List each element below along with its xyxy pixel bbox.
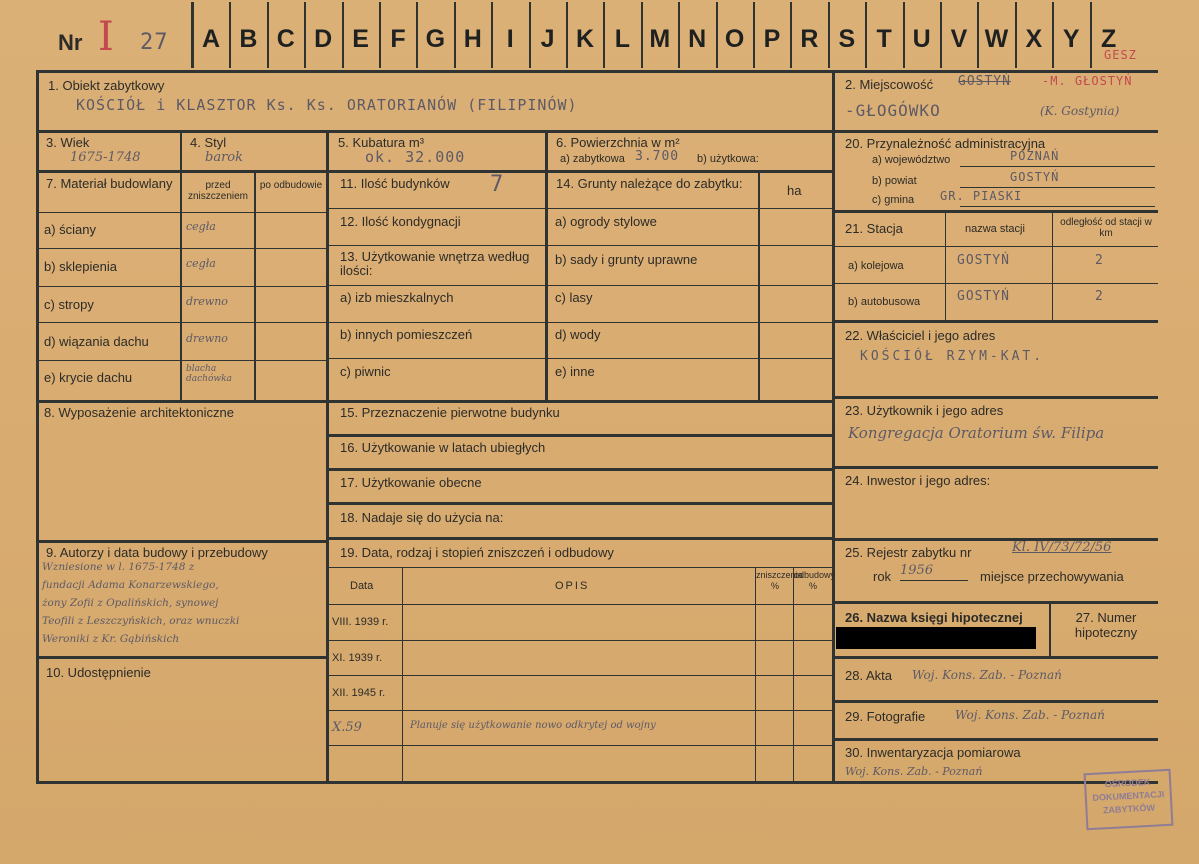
rule-17 <box>326 502 832 505</box>
letter-h: H <box>454 2 490 68</box>
f7-col-after: po odbudowie <box>259 180 323 191</box>
stamp-line3: ZABYTKÓW <box>1102 802 1156 816</box>
rule-12 <box>326 245 545 246</box>
rule-r28 <box>832 700 1158 703</box>
f13-row: c) piwnic <box>340 364 391 379</box>
rule-r25 <box>832 601 1158 604</box>
nr-label: Nr <box>58 30 83 55</box>
f20-row-value: GR. PIASKI <box>940 189 1023 203</box>
f20-label: 20. Przynależność administracyjna <box>845 136 1046 151</box>
f1-value: KOŚCIÓŁ i KLASZTOR Ks. Ks. ORATORIANÓW (FILIPINÓW) <box>76 96 578 114</box>
f24-label: 24. Inwestor i jego adres: <box>845 473 991 488</box>
f19-row-date: XII. 1945 r. <box>332 687 386 699</box>
f3-f4-divider <box>180 130 182 170</box>
right-column-divider <box>832 70 835 784</box>
f10-label: 10. Udostępnienie <box>46 665 151 680</box>
f11-label: 11. Ilość budynków <box>340 176 450 191</box>
rule-15 <box>326 434 832 437</box>
rule-11 <box>326 208 832 209</box>
f9-line: Teofili z Leszczyńskich, oraz wnuczki <box>42 615 240 627</box>
f11-value: 7 <box>490 172 505 197</box>
f2-crossed: GOSTYŃ <box>958 74 1011 89</box>
f19-col-date: Data <box>350 580 374 592</box>
f14-row: e) inne <box>555 364 595 379</box>
f19-col-damage: zniszczenia % <box>756 570 803 591</box>
f29-value: Woj. Kons. Zab. - Poznań <box>955 708 1105 722</box>
f19-date-divider <box>402 567 403 784</box>
f12-label: 12. Ilość kondygnacji <box>340 214 461 229</box>
f19-damage-divider <box>755 567 756 784</box>
rule-13a <box>326 285 832 286</box>
f14-row: b) sady i grunty uprawne <box>555 252 698 267</box>
letter-d: D <box>304 2 340 68</box>
corner-note: GESZ <box>1104 48 1137 62</box>
rule-row8 <box>36 400 832 403</box>
letter-y: Y <box>1052 2 1088 68</box>
f15-label: 15. Przeznaczenie pierwotne budynku <box>340 405 560 420</box>
f17-label: 17. Użytkowanie obecne <box>340 475 482 490</box>
f7-row-label: d) wiązania dachu <box>44 334 149 349</box>
f6-b: b) użytkowa: <box>697 153 759 165</box>
letter-z: Z <box>1090 2 1126 68</box>
rule-7e <box>36 360 326 361</box>
f19-row-date: XI. 1939 r. <box>332 652 383 664</box>
letter-k: K <box>566 2 602 68</box>
f23-label: 23. Użytkownik i jego adres <box>845 403 1004 418</box>
f21-col-name: nazwa stacji <box>965 223 1025 235</box>
f6-a-value: 3.700 <box>635 149 680 164</box>
f25-rok-line <box>900 580 968 581</box>
f18-label: 18. Nadaje się do użycia na: <box>340 510 504 525</box>
f30-label: 30. Inwentaryzacja pomiarowa <box>845 745 1021 760</box>
f3-label: 3. Wiek <box>46 135 90 150</box>
rule-7c <box>36 286 326 287</box>
letter-p: P <box>753 2 789 68</box>
f2-label: 2. Miejscowość <box>845 77 934 92</box>
f21-row-dist: 2 <box>1095 289 1104 304</box>
nr-value: I <box>98 14 115 60</box>
rule-13b <box>326 322 832 323</box>
rule-r21h <box>832 246 1158 247</box>
f19-row-date: X.59 <box>332 720 362 735</box>
f19-rebuild-divider <box>793 567 794 784</box>
f16-label: 16. Użytkowanie w latach ubiegłych <box>340 440 546 455</box>
f6-a: a) zabytkowa <box>560 153 625 165</box>
rule-r21 <box>832 320 1158 323</box>
rule-r22 <box>832 396 1158 399</box>
f9-label: 9. Autorzy i data budowy i przebudowy <box>46 545 268 560</box>
rule-r20 <box>832 210 1158 213</box>
letter-g: G <box>416 2 452 68</box>
f25-label: 25. Rejestr zabytku nr <box>845 545 972 560</box>
archive-stamp <box>1084 769 1174 830</box>
letter-m: M <box>641 2 677 68</box>
f23-value: Kongregacja Oratorium św. Filipa <box>848 424 1105 442</box>
rule-r23 <box>832 466 1158 469</box>
f21-col-dist: odległość od stacji w km <box>1060 217 1152 239</box>
f5-label: 5. Kubatura m³ <box>338 135 424 150</box>
f25-rok-value: 1956 <box>900 563 934 578</box>
rule-7a <box>36 212 326 213</box>
f13-row: a) izb mieszkalnych <box>340 290 454 305</box>
f20-row-line <box>960 166 1155 167</box>
f19-col-rebuild: odbudowy % <box>794 570 836 591</box>
letter-s: S <box>828 2 864 68</box>
letter-i: I <box>491 2 527 68</box>
f8-label: 8. Wyposażenie architektoniczne <box>44 405 234 420</box>
f7-row-before: cegła <box>186 220 216 233</box>
rule-r2 <box>832 130 1158 133</box>
f19-row-date: VIII. 1939 r. <box>332 616 389 628</box>
letter-c: C <box>267 2 303 68</box>
f26-f27-divider <box>1049 601 1051 656</box>
f27-label: 27. Numer hipoteczny <box>1074 610 1138 640</box>
f20-row-line <box>960 206 1155 207</box>
f9-line: żony Zofii z Opalińskich, synowej <box>42 597 219 609</box>
f7-col-before: przed zniszczeniem <box>187 180 249 202</box>
f21-dist-divider <box>1052 210 1053 320</box>
f4-value: barok <box>205 150 243 165</box>
f29-label: 29. Fotografie <box>845 709 926 724</box>
f4-label: 4. Styl <box>190 135 227 150</box>
f21-row-name: GOSTYŃ <box>957 289 1010 304</box>
letter-u: U <box>903 2 939 68</box>
f14-row: a) ogrody stylowe <box>555 214 657 229</box>
f7-row-before: drewno <box>186 332 228 345</box>
letter-j: J <box>529 2 565 68</box>
f21-row-label: b) autobusowa <box>848 296 921 308</box>
left-column-divider <box>326 130 329 784</box>
f28-value: Woj. Kons. Zab. - Poznań <box>912 668 1062 682</box>
letter-w: W <box>977 2 1013 68</box>
f21-row-dist: 2 <box>1095 253 1104 268</box>
rule-18 <box>326 537 832 540</box>
f22-label: 22. Właściciel i jego adres <box>845 328 996 343</box>
f9-line: fundacji Adama Konarzewskiego, <box>42 579 219 591</box>
f6-label: 6. Powierzchnia w m² <box>556 135 680 150</box>
f19-row-desc: Planuje się użytkowanie nowo odkrytej od wojny <box>410 720 656 731</box>
f7-row-before: cegła <box>186 257 216 270</box>
f7-row-label: b) sklepienia <box>44 259 117 274</box>
f7-before-divider <box>180 170 182 400</box>
f30-value: Woj. Kons. Zab. - Poznań <box>845 765 983 778</box>
f2-red: -M. GŁOSTYŃ <box>1042 74 1133 88</box>
letter-f: F <box>379 2 415 68</box>
rule-7d <box>36 322 326 323</box>
f22-value: KOŚCIÓŁ RZYM-KAT. <box>860 349 1045 364</box>
f19-label: 19. Data, rodzaj i stopień zniszczeń i odbudowy <box>340 545 614 560</box>
f21-name-divider <box>945 210 946 320</box>
f20-row-label: c) gmina <box>872 194 915 206</box>
rule-9 <box>36 540 326 543</box>
f20-row-value: GOSTYŃ <box>1010 170 1060 184</box>
rule-row2 <box>36 170 832 173</box>
redaction-bar <box>836 627 1036 649</box>
f1-label: 1. Obiekt zabytkowy <box>48 78 165 93</box>
stamp-line2: DOKUMENTACJI <box>1092 789 1165 803</box>
letter-r: R <box>790 2 826 68</box>
f13-row: b) innych pomieszczeń <box>340 327 473 342</box>
letter-x: X <box>1015 2 1051 68</box>
letter-v: V <box>940 2 976 68</box>
rule-14a <box>545 245 832 246</box>
f2-note: (K. Gostynia) <box>1040 104 1120 118</box>
f14-row: c) lasy <box>555 290 593 305</box>
f7-row-label: c) stropy <box>44 297 94 312</box>
f25-place-label: miejsce przechowywania <box>980 569 1124 584</box>
f7-after-divider <box>254 170 256 400</box>
f7-label: 7. Materiał budowlany <box>46 176 173 191</box>
f7-row-label: e) krycie dachu <box>44 370 133 385</box>
f3-value: 1675-1748 <box>70 150 141 165</box>
f7-row-label: a) ściany <box>44 222 97 237</box>
f9-line: Weroniki z Kr. Gąbińskich <box>42 633 180 645</box>
letter-l: L <box>603 2 639 68</box>
f20-row-value: POZNAŃ <box>1010 149 1060 163</box>
f21-row-name: GOSTYŃ <box>957 253 1010 268</box>
rule-r27 <box>832 656 1158 659</box>
f5-value: ok. 32.000 <box>365 148 466 166</box>
f21-label: 21. Stacja <box>845 221 903 236</box>
rule-13c <box>326 358 832 359</box>
f20-row-label: b) powiat <box>872 175 917 187</box>
f25-rok-label: rok <box>873 569 892 584</box>
f21-row-label: a) kolejowa <box>848 260 904 272</box>
letter-e: E <box>342 2 378 68</box>
f7-row-before: drewno <box>186 295 228 308</box>
letter-t: T <box>865 2 901 68</box>
f14-row: d) wody <box>555 327 601 342</box>
f14-unit: ha <box>787 183 802 198</box>
letter-o: O <box>716 2 752 68</box>
f2-value: -GŁOGÓWKO <box>845 101 941 120</box>
letter-b: B <box>229 2 265 68</box>
rule-10 <box>36 656 326 659</box>
f7-row-before: blacha dachówka <box>186 364 232 384</box>
f20-row-label: a) województwo <box>872 154 951 166</box>
f14-label: 14. Grunty należące do zabytku: <box>556 176 743 191</box>
f20-row-line <box>960 187 1155 188</box>
rule-r21a <box>832 283 1158 284</box>
f25-value: Kl. IV/73/72/56 <box>1012 540 1112 555</box>
rule-r29 <box>832 738 1158 741</box>
f26-label: 26. Nazwa księgi hipotecznej <box>845 610 1023 625</box>
stamp-line1: OŚRODEK <box>1104 776 1151 790</box>
rule-7b <box>36 248 326 249</box>
letter-n: N <box>678 2 714 68</box>
letter-a: A <box>192 2 228 68</box>
f28-label: 28. Akta <box>845 668 892 683</box>
nr-number: 27 <box>140 30 169 55</box>
f13-label: 13. Użytkowanie wnętrza według ilości: <box>340 249 530 278</box>
f19-col-desc: OPIS <box>555 580 590 592</box>
rule-16 <box>326 468 832 471</box>
rule-row1 <box>36 130 832 133</box>
f9-line: Wzniesione w l. 1675-1748 z <box>42 561 195 573</box>
